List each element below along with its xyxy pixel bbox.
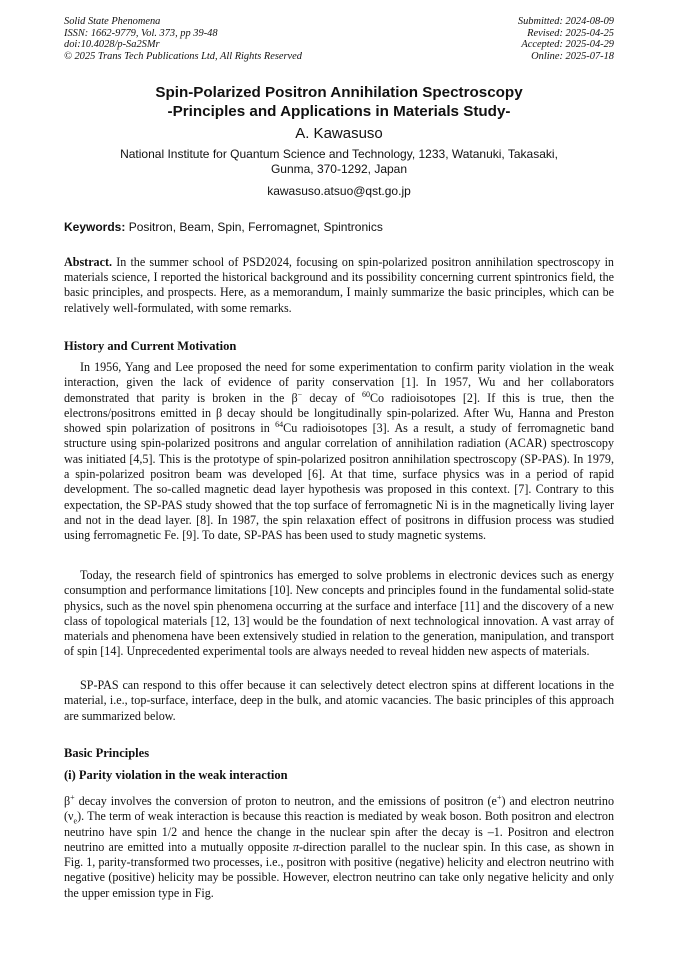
date-online: Online: 2025-07-18 xyxy=(531,50,614,62)
paragraph-history-2: Today, the research field of spintronics has emerged to solve problems in electronic devices such as energy consumption and performance limitations [10]. New concepts and principles found in the fundamental solid-state physics, such as the novel spin phenomena occurring at the surface and interface [11] and the discovery of a new class of topological materials [12, 13] would be the foundation of next technological innovation. A vast array of materials and phenomena have been extensively studied in relation to the generation, manipulation, and transport of spin [14]. Unprecedented experimental tools are always needed to reveal hidden new aspects of materials. xyxy=(64,568,614,659)
date-revised: Revised: 2025-04-25 xyxy=(527,27,614,39)
affiliation-line-1: National Institute for Quantum Science and Technology, 1233, Watanuki, Takasaki, xyxy=(120,147,558,161)
paper-title xyxy=(64,83,614,121)
journal-copyright: © 2025 Trans Tech Publications Ltd, All Rights Reserved xyxy=(64,50,302,62)
journal-header-right xyxy=(518,16,614,62)
title-line-2: -Principles and Applications in Materials Study- xyxy=(167,103,511,120)
abstract xyxy=(64,255,614,316)
keywords-label: Keywords: xyxy=(64,220,126,234)
subsection-heading-parity: (i) Parity violation in the weak interaction xyxy=(64,768,288,782)
author-email[interactable]: kawasuso.atsuo@qst.go.jp xyxy=(267,184,411,198)
journal-doi: doi:10.4028/p-Sa2SMr xyxy=(64,39,160,51)
paragraph-history-1: In 1956, Yang and Lee proposed the need for some experimentation to confirm parity violation in the weak interaction, given the lack of evidence of parity conservation [1]. In 1957, Wu and her collaborators demonstrated that parity is broken in the β− decay of $^{60}$Co radioisotopes [2]. If this is true, then the electrons/positrons emitted in β decay should be longitudinally spin-polarized. After Wu, Hanna and Preston showed spin polarization of positrons in $^{64}$Cu radioisotopes [3]. As a result, a study of ferromagnetic band structure using spin-polarized positrons and angular correlation of annihilation radiation (ACAR) spectroscopy was initiated [4,5]. This is the prototype of spin-polarized positron annihilation spectroscopy (SP-PAS). In 1979, a spin-polarized positron beam was developed [6]. At that time, surface physics was in a period of rapid development. The so-called magnetic dead layer hypothesis was proposed in this context. [7]. Contrary to this expectation, the SP-PAS study showed that the top surface of ferromagnetic Ni is in the magnetically living layer and not in the dead layer. [8]. In 1987, the spin relaxation effect of positrons in diffusion process was studied using ferromagnetic Fe. [9]. To date, SP-PAS has been used to study magnetic systems. xyxy=(64,360,615,543)
date-submitted: Submitted: 2024-08-09 xyxy=(517,16,614,27)
paragraph-history-3: SP-PAS can respond to this offer because it can selectively detect electron spins at different locations in the material, i.e., top-surface, interface, deep in the bulk, and atomic vacancies. The basic principles of this approach are summarized below. xyxy=(64,678,614,723)
title-block xyxy=(64,83,614,198)
author: A. Kawasuso xyxy=(295,125,383,142)
title-line-1: Spin-Polarized Positron Annihilation Spectroscopy xyxy=(155,84,523,101)
section-heading-basic-principles: Basic Principles xyxy=(64,746,150,760)
affiliation-line-2: Gunma, 370-1292, Japan xyxy=(270,162,408,176)
date-accepted: Accepted: 2025-04-29 xyxy=(521,39,614,51)
journal-header-left xyxy=(64,16,302,62)
section-heading-history: History and Current Motivation xyxy=(64,339,237,353)
keywords-list: Positron, Beam, Spin, Ferromagnet, Spintronics xyxy=(128,220,383,234)
journal-name: Solid State Phenomena xyxy=(64,16,161,27)
keywords xyxy=(64,220,383,234)
paragraph-parity: β+ decay involves the conversion of proton to neutron, and the emissions of positron (e+) and electron neutrino $(\nu_e)$. The term of weak interaction is because this reaction is mediated by weak boson. Both positron and electron neutrino have spin 1/2 and hence the change in the nuclear spin after the decay is –1. Positron and electron neutrino are emitted into a mutually opposite π-direction parallel to the nuclear spin. In this case, as shown in Fig. 1, parity-transformed two processes, i.e., positron with positive (negative) helicity and electron neutrino with negative (positive) helicity may be possible. However, electron neutrino can take only negative helicity and only the upper emission type in Fig. xyxy=(64,792,615,900)
abstract-label: Abstract. xyxy=(64,255,113,269)
journal-issn: ISSN: 1662-9779, Vol. 373, pp 39-48 xyxy=(64,27,218,39)
affiliation xyxy=(64,147,614,177)
abstract-text: In the summer school of PSD2024, focusing on spin-polarized positron annihilation spectroscopy in materials science, I reported the historical background and its possibility concerning current spintronics field, the basic principles, and prospects. Here, as a memorandum, I mainly summarize the basic principles, which can be relatively well-formulated, with some remarks. xyxy=(64,255,614,315)
